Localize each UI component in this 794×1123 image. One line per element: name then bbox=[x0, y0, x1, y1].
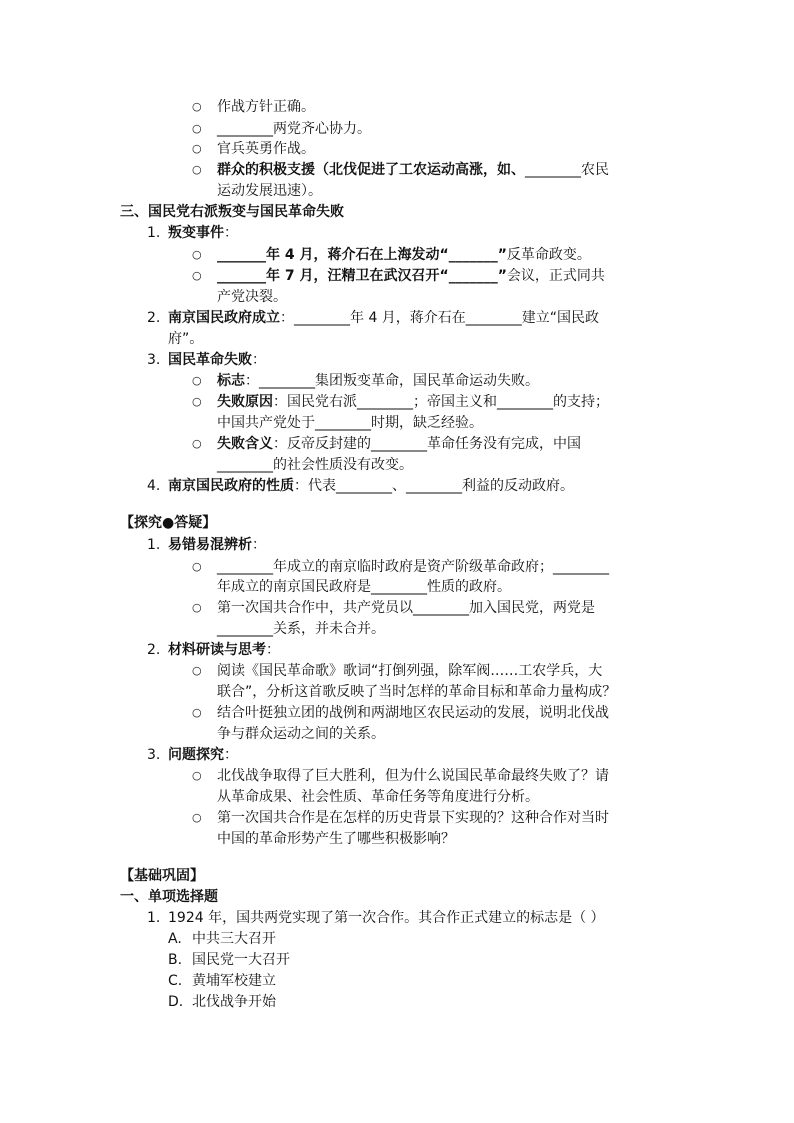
bullet-circle-icon: ○ bbox=[192, 100, 202, 113]
bullet-circle-icon: ○ bbox=[192, 437, 202, 450]
option-letter: B. bbox=[168, 952, 183, 968]
bullet-circle-icon: ○ bbox=[192, 601, 202, 614]
item-title-bold: 材料研读与思考 bbox=[168, 642, 266, 658]
item-colon: ： bbox=[252, 537, 266, 553]
item-title bbox=[168, 535, 266, 555]
bullet-text-continued: 运动发展迅速）。 bbox=[217, 183, 322, 199]
bullet-circle-icon: ○ bbox=[192, 248, 202, 261]
bullet-label: 失败含义 bbox=[217, 436, 273, 452]
bullet-bold-text: _______年 4 月，蒋介石在上海发动“_______” bbox=[217, 247, 507, 263]
item-title-bold: 南京国民政府成立 bbox=[168, 310, 280, 326]
item-number: 1. bbox=[147, 225, 161, 241]
item-number: 1. bbox=[147, 537, 161, 553]
item-text-continued: 府”。 bbox=[168, 331, 204, 347]
bullet-text: 作战方针正确。 bbox=[217, 99, 315, 115]
bullet-label: 标志 bbox=[217, 373, 245, 389]
item-title-bold: 问题探究 bbox=[168, 747, 224, 763]
bullet-text: 结合叶挺独立团的战例和两湖地区农民运动的发展，说明北伐战 bbox=[217, 705, 609, 721]
bullet-circle-icon: ○ bbox=[192, 664, 202, 677]
item-title-bold: 叛变事件 bbox=[168, 225, 224, 241]
item-title bbox=[168, 308, 599, 328]
option-text[interactable]: 国民党一大召开 bbox=[192, 952, 290, 968]
bullet-text bbox=[217, 392, 609, 412]
option-text[interactable]: 黄埔军校建立 bbox=[192, 973, 276, 989]
bullet-text-continued: ________的社会性质没有改变。 bbox=[217, 457, 413, 473]
bullet-text-continued: 产党决裂。 bbox=[217, 289, 287, 305]
item-colon: ： bbox=[224, 747, 238, 763]
bullet-label: 失败原因 bbox=[217, 394, 273, 410]
item-text-rest: ：代表________、________利益的反动政府。 bbox=[294, 478, 574, 494]
bullet-text: 阅读《国民革命歌》歌词“打倒列强，除军阀……工农学兵，大 bbox=[217, 663, 603, 679]
bullet-circle-icon: ○ bbox=[192, 706, 202, 719]
bullet-text: 北伐战争取得了巨大胜利，但为什么说国民革命最终失败了？请 bbox=[217, 768, 609, 784]
bullet-circle-icon: ○ bbox=[192, 374, 202, 387]
bullet-text-continued: 争与群众运动之间的关系。 bbox=[217, 726, 385, 742]
bullet-text-continued: 年成立的南京国民政府是________性质的政府。 bbox=[217, 579, 511, 595]
bullet-text-rest: ：反帝反封建的________革命任务没有完成，中国 bbox=[273, 436, 581, 452]
bullet-circle-icon: ○ bbox=[192, 163, 202, 176]
section-heading: 三、国民党右派叛变与国民革命失败 bbox=[120, 204, 344, 220]
bullet-text bbox=[217, 266, 605, 286]
section-heading: 【基础巩固】 bbox=[120, 868, 204, 884]
option-text[interactable]: 北伐战争开始 bbox=[192, 994, 276, 1010]
bullet-text: 第一次国共合作中，共产党员以________加入国民党，两党是 bbox=[217, 600, 595, 616]
item-title bbox=[168, 350, 266, 370]
bullet-bold-text: 群众的积极支援（北伐促进了工农运动高涨，如、 bbox=[217, 162, 525, 178]
item-title-bold: 南京国民政府的性质 bbox=[168, 478, 294, 494]
bullet-text-rest: 反革命政变。 bbox=[506, 247, 591, 263]
bullet-text-continued: ________关系，并未合并。 bbox=[217, 621, 385, 637]
option-text[interactable]: 中共三大召开 bbox=[192, 931, 276, 947]
bullet-text: 第一次国共合作是在怎样的历史背景下实现的？这种合作对当时 bbox=[217, 810, 609, 826]
bullet-text-rest: ________农民 bbox=[525, 162, 609, 178]
item-number: 4. bbox=[147, 478, 161, 494]
question-number: 1. bbox=[147, 910, 161, 926]
option-letter: C. bbox=[168, 973, 183, 989]
bullet-circle-icon: ○ bbox=[192, 142, 202, 155]
option-letter: A. bbox=[168, 931, 182, 947]
bullet-text: ________两党齐心协力。 bbox=[217, 121, 371, 137]
option-letter: D. bbox=[168, 994, 184, 1010]
bullet-text bbox=[217, 371, 539, 391]
bullet-text bbox=[217, 434, 581, 454]
item-title bbox=[168, 476, 574, 496]
item-colon: ： bbox=[266, 642, 280, 658]
bullet-circle-icon: ○ bbox=[192, 395, 202, 408]
item-colon: ： bbox=[224, 225, 238, 241]
bullet-circle-icon: ○ bbox=[192, 560, 202, 573]
bullet-circle-icon: ○ bbox=[192, 122, 202, 135]
bullet-text bbox=[217, 245, 591, 265]
item-text-rest: ：________年 4 月，蒋介石在________建立“国民政 bbox=[280, 310, 600, 326]
bullet-circle-icon: ○ bbox=[192, 811, 202, 824]
item-number: 2. bbox=[147, 310, 161, 326]
bullet-text-rest: 会议，正式同共 bbox=[506, 268, 605, 284]
item-colon: ： bbox=[252, 352, 266, 368]
bullet-text: ________年成立的南京临时政府是资产阶级革命政府；________ bbox=[217, 559, 609, 575]
bullet-circle-icon: ○ bbox=[192, 769, 202, 782]
bullet-text bbox=[217, 160, 609, 180]
subsection-heading: 一、单项选择题 bbox=[120, 889, 218, 905]
item-title bbox=[168, 223, 238, 243]
section-heading: 【探究●答疑】 bbox=[120, 515, 217, 531]
question-text: 1924 年，国共两党实现了第一次合作。其合作正式建立的标志是（ ） bbox=[168, 910, 605, 926]
item-title bbox=[168, 640, 280, 660]
bullet-bold-text: _______年 7 月，汪精卫在武汉召开“_______” bbox=[217, 268, 507, 284]
item-number: 2. bbox=[147, 642, 161, 658]
bullet-text-continued: 中国的革命形势产生了哪些积极影响？ bbox=[217, 831, 455, 847]
item-number: 3. bbox=[147, 747, 161, 763]
bullet-text-rest: ：国民党右派________；帝国主义和________的支持； bbox=[273, 394, 609, 410]
bullet-text-continued: 联合”，分析这首歌反映了当时怎样的革命目标和革命力量构成？ bbox=[217, 684, 617, 700]
bullet-circle-icon: ○ bbox=[192, 269, 202, 282]
item-title-bold: 易错易混辨析 bbox=[168, 537, 252, 553]
item-number: 3. bbox=[147, 352, 161, 368]
item-title bbox=[168, 745, 238, 765]
bullet-text-rest: ：________集团叛变革命，国民革命运动失败。 bbox=[245, 373, 539, 389]
bullet-text-continued: 从革命成果、社会性质、革命任务等角度进行分析。 bbox=[217, 789, 539, 805]
bullet-text: 官兵英勇作战。 bbox=[217, 141, 315, 157]
bullet-text-continued: 中国共产党处于________时期，缺乏经验。 bbox=[217, 415, 483, 431]
item-title-bold: 国民革命失败 bbox=[168, 352, 252, 368]
